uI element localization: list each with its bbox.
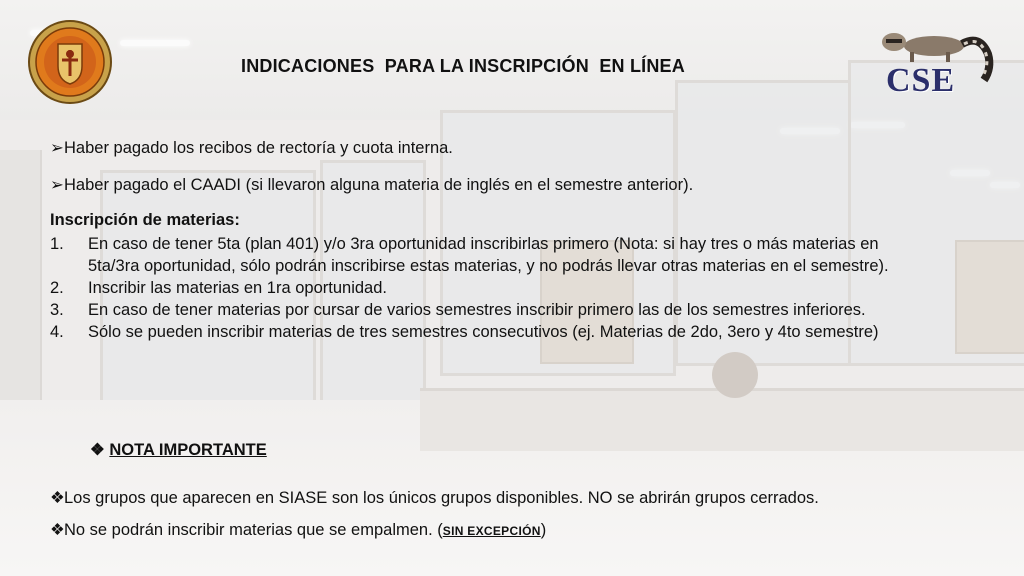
step-item [50, 299, 920, 321]
requirement-text: Haber pagado los recibos de rectoría y cuota interna. [64, 139, 453, 157]
diamond-bullet-icon: ❖ [50, 521, 65, 539]
important-note-label: NOTA IMPORTANTE [109, 441, 267, 459]
steps-list [50, 233, 920, 343]
faculty-seal-logo [28, 20, 112, 104]
note-item: ❖No se podrán inscribir materias que se empalmen. (SIN EXCEPCIÓN) [50, 521, 547, 539]
step-text: En caso de tener 5ta (plan 401) y/o 3ra oportunidad inscribirlas primero (Nota: si hay tres o más materias en 5ta/3ra oportunidad, sólo podrán inscribirse estas materias, y no podrás llevar otras materias en el semestre). [88, 235, 889, 275]
background-wall [0, 150, 42, 410]
note-text: Los grupos que aparecen en SIASE son los únicos grupos disponibles. NO se abrirán grupos cerrados. [64, 489, 819, 507]
step-item [50, 233, 920, 277]
step-number: 4. [50, 323, 64, 341]
background-person [712, 352, 758, 398]
arrow-bullet-icon: ➢ [50, 176, 64, 194]
step-item [50, 277, 920, 299]
step-text: Inscribir las materias en 1ra oportunidad. [88, 279, 387, 297]
cse-logo-text: CSE [886, 62, 956, 99]
step-number: 1. [50, 235, 64, 253]
background-door [955, 240, 1024, 354]
step-text: En caso de tener materias por cursar de varios semestres inscribir primero las de los semestres inferiores. [88, 301, 866, 319]
note-item [50, 488, 819, 508]
step-text: Sólo se pueden inscribir materias de tres semestres consecutivos (ej. Materias de 2do, 3ero y 4to semestre) [88, 323, 879, 341]
important-note-heading [90, 440, 267, 460]
note-emphasis: SIN EXCEPCIÓN [442, 524, 541, 538]
slide-title: INDICACIONES PARA LA INSCRIPCIÓN EN LÍNEA [241, 56, 685, 76]
section-heading: Inscripción de materias: [50, 211, 240, 229]
ceiling-light [120, 40, 190, 46]
requirement-item [50, 138, 453, 158]
arrow-bullet-icon: ➢ [50, 139, 64, 157]
background-counter [420, 388, 1024, 451]
diamond-bullet-icon: ❖ [90, 441, 105, 459]
step-number: 3. [50, 301, 64, 319]
diamond-bullet-icon: ❖ [50, 489, 65, 507]
step-number: 2. [50, 279, 64, 297]
note-text: No se podrán inscribir materias que se empalmen. [64, 521, 438, 539]
requirement-text: Haber pagado el CAADI (si llevaron alguna materia de inglés en el semestre anterior). [64, 176, 694, 194]
step-item [50, 321, 920, 343]
requirement-item [50, 175, 693, 195]
